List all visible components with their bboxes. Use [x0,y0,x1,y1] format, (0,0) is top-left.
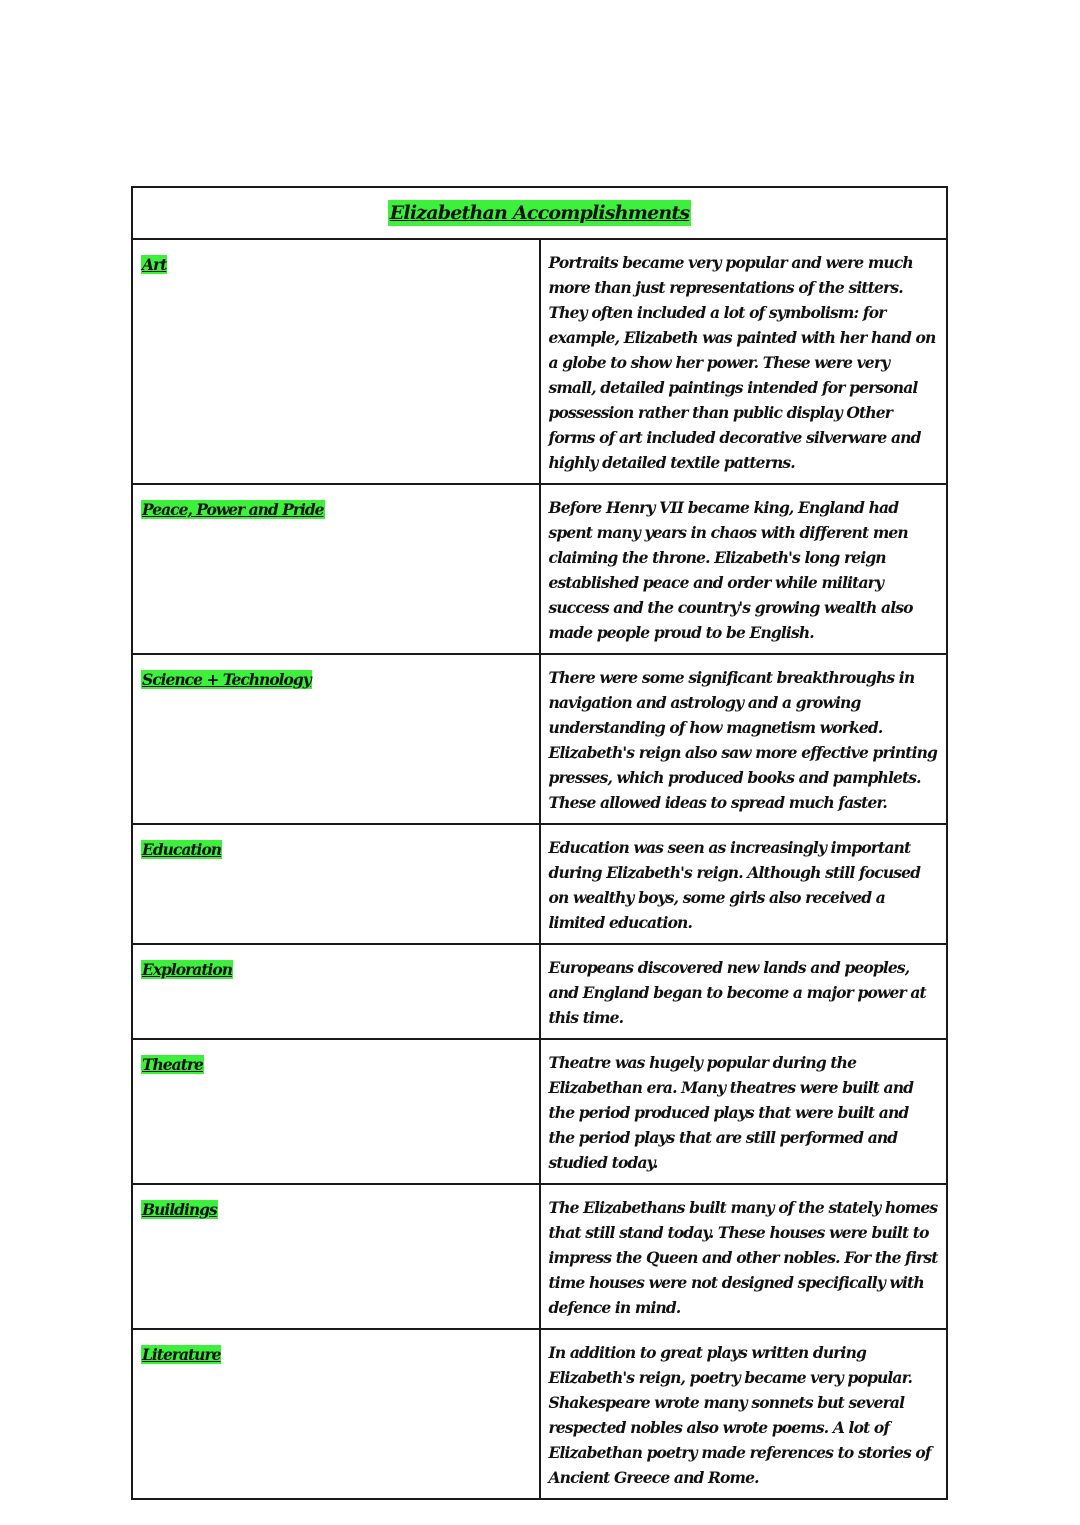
description-cell [540,1329,948,1499]
table-row [132,944,947,1039]
description-cell [540,239,948,484]
description-literature: In addition to great plays written during Elizabeth's reign, poetry became very popular. Shakespeare wrote many sonnets but several respected nobles also wrote poems. A lot of Elizabethan poetry made references to stories of Ancient Greece and Rome. [548,1343,931,1487]
topic-cell [132,1039,540,1184]
table-title: Elizabethan Accomplishments [389,202,690,224]
table-row [132,1184,947,1329]
topic-label-science-technology: Science + Technology [142,670,311,689]
topic-label-art: Art [142,255,167,274]
description-cell [540,1039,948,1184]
topic-label-buildings: Buildings [142,1200,217,1219]
topic-cell [132,239,540,484]
description-cell [540,484,948,654]
description-science-technology: There were some significant breakthroughs in navigation and astrology and a growing understanding of how magnetism worked. Elizabeth's reign also saw more effective printing presses, which produced books and pamphlets. These allowed ideas to spread much faster. [548,668,938,812]
description-exploration: Europeans discovered new lands and peoples, and England began to become a major power at this time. [548,958,926,1027]
description-buildings: The Elizabethans built many of the stately homes that still stand today. These houses were built to impress the Queen and other nobles. For the first time houses were not designed specifically with defence in mind. [548,1198,938,1317]
table-title-row [132,187,947,239]
topic-label-exploration: Exploration [142,960,232,979]
topic-label-peace-power-pride: Peace, Power and Pride [142,500,324,519]
table-title-cell [132,187,947,239]
topic-label-theatre: Theatre [142,1055,203,1074]
table-row [132,1039,947,1184]
table-row [132,1329,947,1499]
description-cell [540,944,948,1039]
topic-cell [132,1184,540,1329]
topic-cell [132,654,540,824]
table-row [132,654,947,824]
description-theatre: Theatre was hugely popular during the Elizabethan era. Many theatres were built and the period produced plays that were built and the period plays that are still performed and studied today. [548,1053,914,1172]
topic-cell [132,1329,540,1499]
topic-cell [132,944,540,1039]
topic-cell [132,824,540,944]
topic-cell [132,484,540,654]
description-cell [540,654,948,824]
description-art: Portraits became very popular and were much more than just representations of the sitters. They often included a lot of symbolism: for example, Elizabeth was painted with her hand on a globe to show her power. These were very small, detailed paintings intended for personal possession rather than public display Other forms of art included decorative silverware and highly detailed textile patterns. [548,253,936,472]
description-cell [540,1184,948,1329]
description-cell [540,824,948,944]
description-education: Education was seen as increasingly important during Elizabeth's reign. Although still focused on wealthy boys, some girls also received a limited education. [548,838,921,932]
table-row [132,484,947,654]
topic-label-education: Education [142,840,222,859]
description-peace-power-pride: Before Henry VII became king, England had spent many years in chaos with different men claiming the throne. Elizabeth's long reign established peace and order while military success and the country's growing wealth also made people proud to be English. [548,498,913,642]
table-row [132,239,947,484]
accomplishments-table [131,186,948,1500]
table-row [132,824,947,944]
topic-label-literature: Literature [142,1345,221,1364]
